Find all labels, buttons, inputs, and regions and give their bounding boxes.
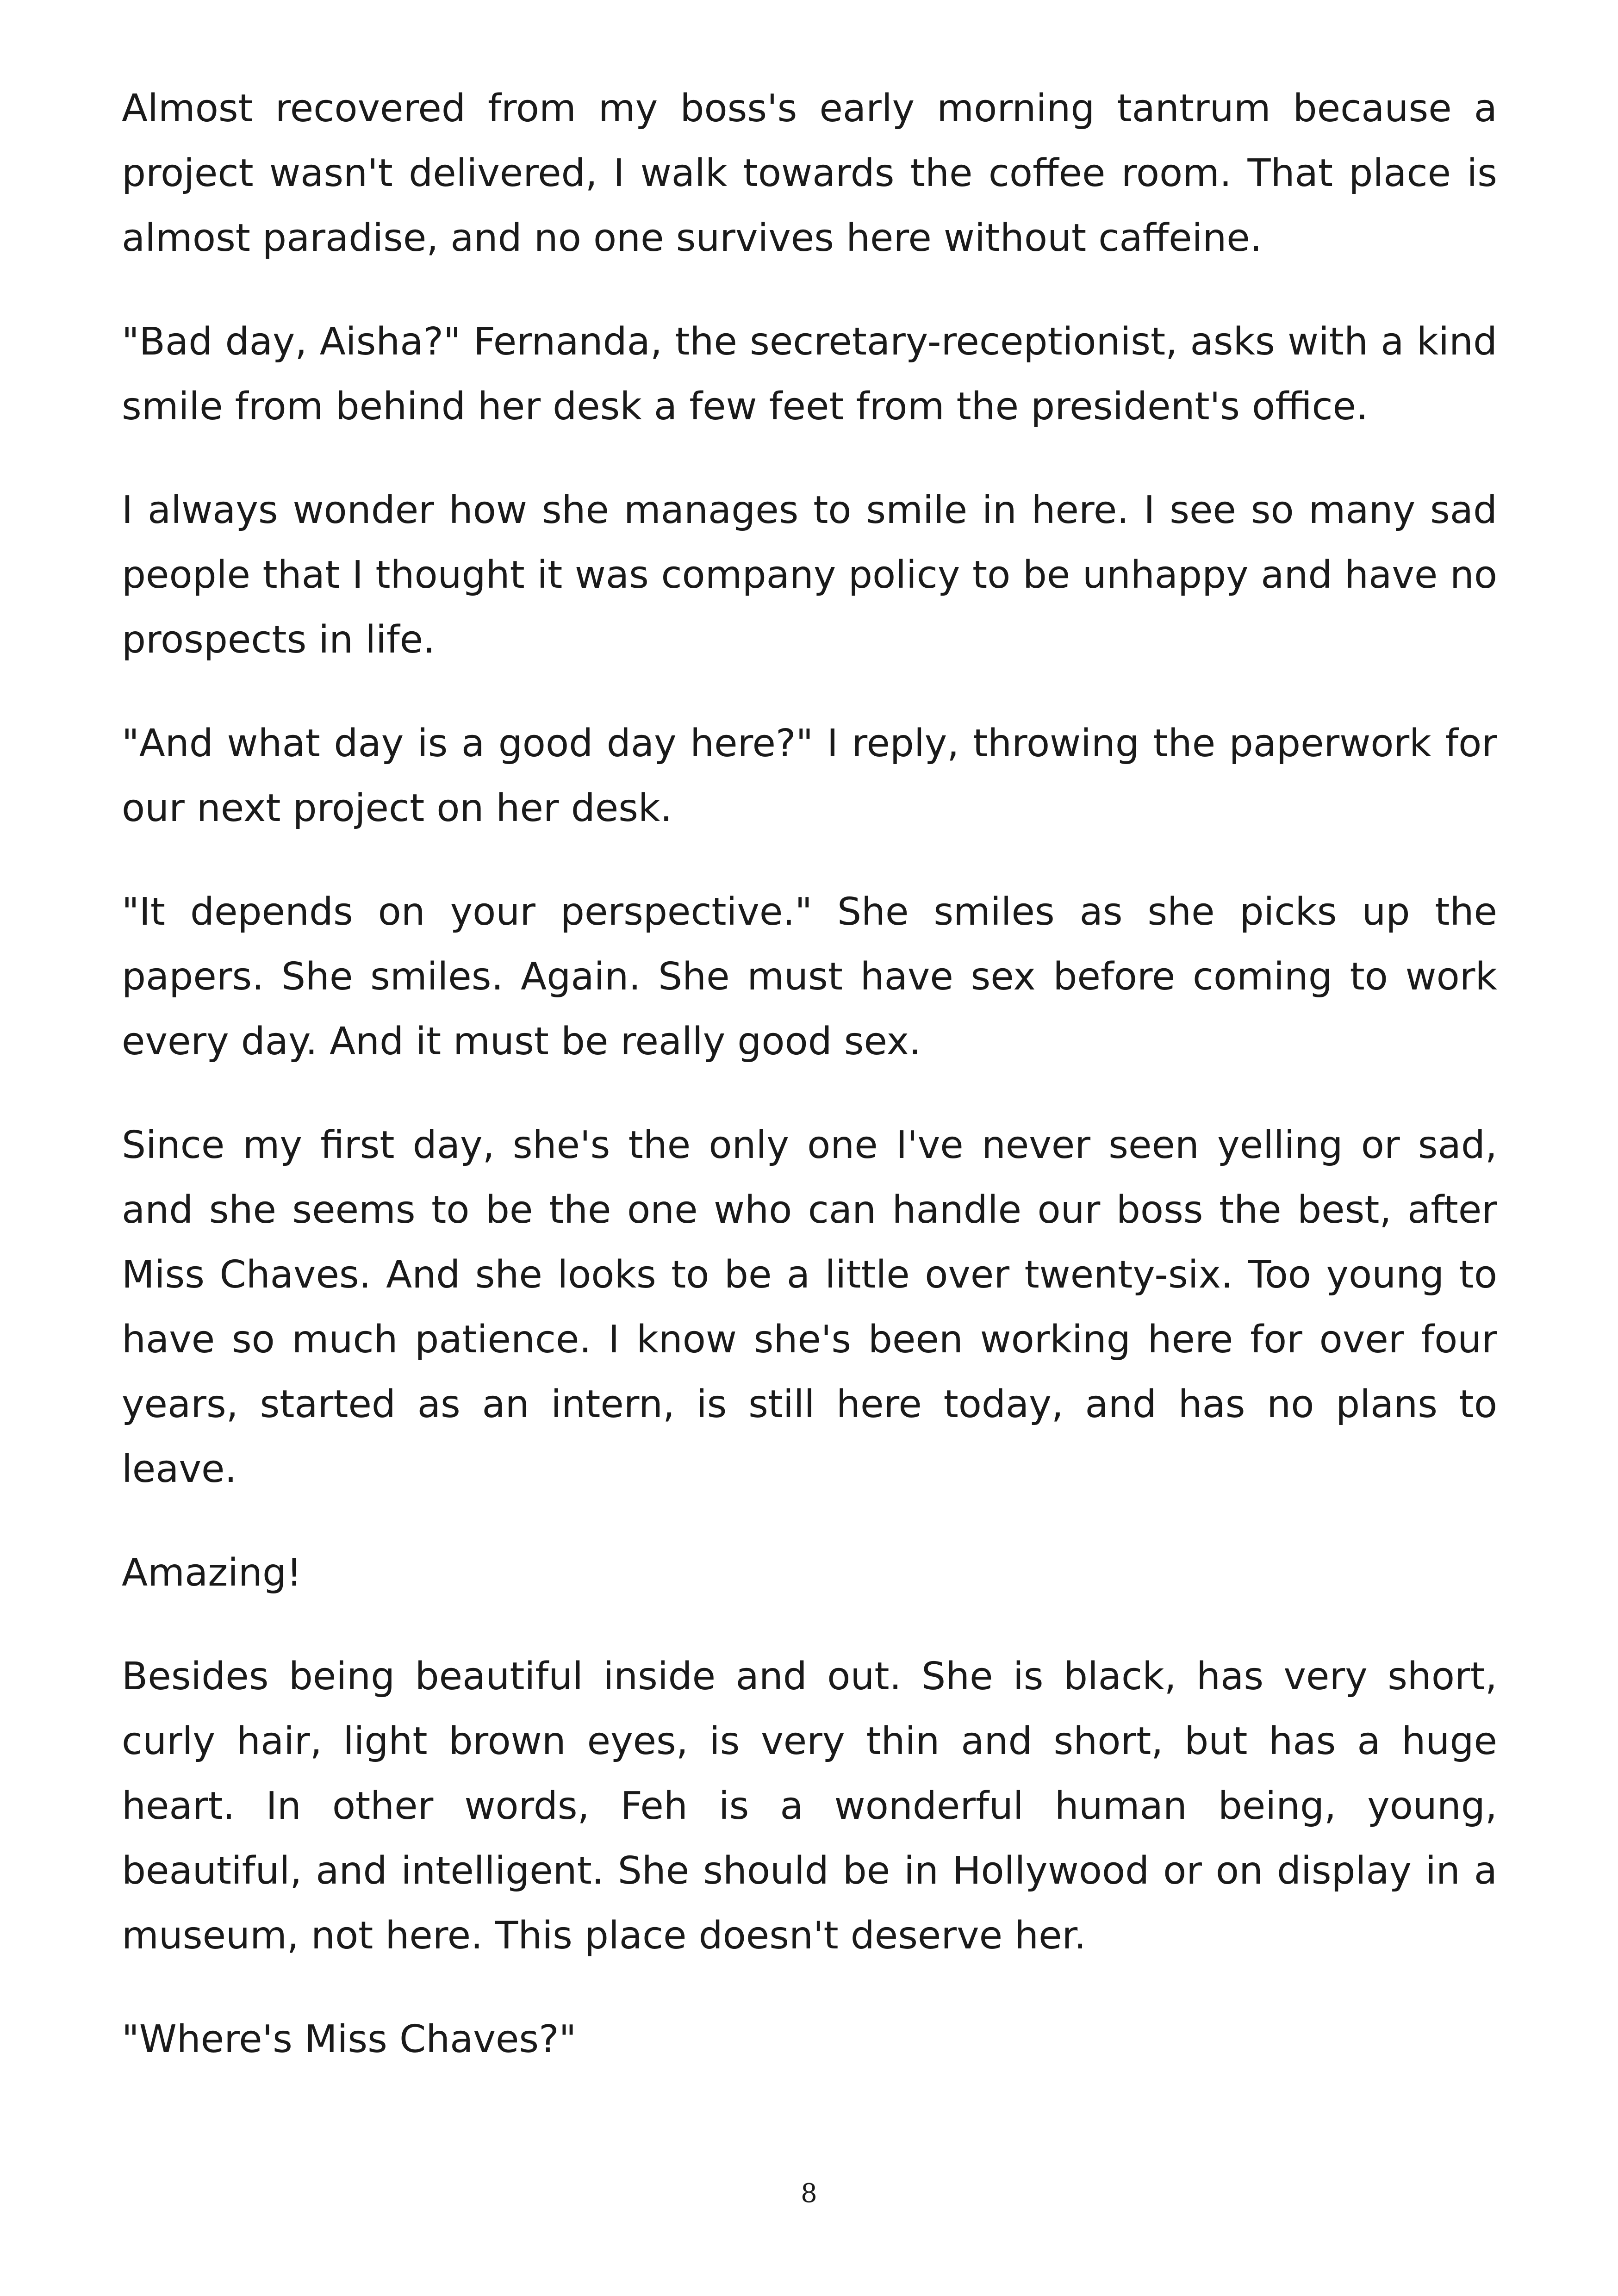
paragraph: "Where's Miss Chaves?" (122, 2017, 577, 2061)
paragraph: Amazing! (122, 1551, 302, 1595)
paragraph: "It depends on your perspective." She smiles as she picks up the papers. She smiles. Again. She must have sex before coming to work every day. And it must be really good sex. (122, 890, 1497, 1064)
paragraph: Besides being beautiful inside and out. She is black, has very short, curly hair, light brown eyes, is very thin and short, but has a huge heart. In other words, Feh is a wonderful human being, young, beautiful, and intelligent. She should be in Hollywood or on display in a museum, not here. This place doesn't deserve her. (122, 1655, 1497, 1958)
body-text (122, 76, 1497, 2111)
paragraph: I always wonder how she manages to smile in here. I see so many sad people that I thought it was company policy to be unhappy and have no prospects in life. (122, 488, 1497, 662)
paragraph: "And what day is a good day here?" I reply, throwing the paperwork for our next project on her desk. (122, 722, 1497, 830)
paragraph: Almost recovered from my boss's early morning tantrum because a project wasn't delivered, I walk towards the coffee room. That place is almost paradise, and no one survives here without caffeine. (122, 87, 1497, 260)
paragraph: Since my first day, she's the only one I've never seen yelling or sad, and she seems to be the one who can handle our boss the best, after Miss Chaves. And she looks to be a little over twenty-six. Too young to have so much patience. I know she's been working here for over four years, started as an intern, is still here today, and has no plans to leave. (122, 1123, 1497, 1491)
page-number: 8 (801, 2178, 817, 2209)
paragraph: "Bad day, Aisha?" Fernanda, the secretary-receptionist, asks with a kind smile from behind her desk a few feet from the president's office. (122, 320, 1497, 429)
